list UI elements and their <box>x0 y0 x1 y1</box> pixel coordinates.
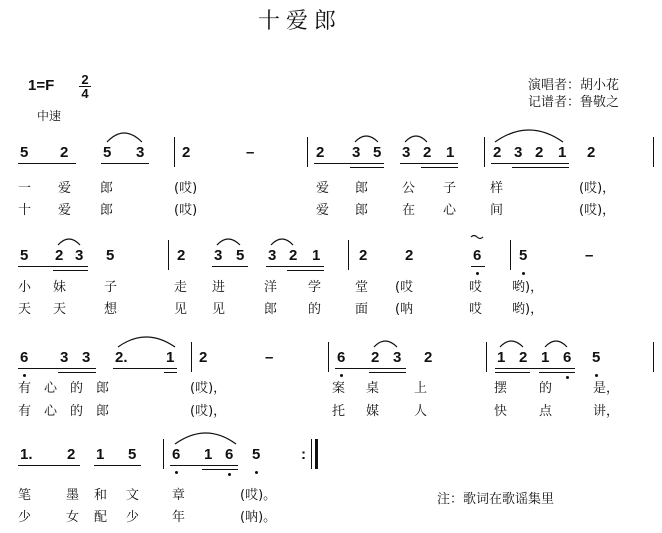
lyric: 子 <box>104 280 118 295</box>
lyric: 天 <box>53 302 67 317</box>
lyric: 爱 <box>316 203 330 218</box>
note: 2 <box>424 349 433 366</box>
note: 2 <box>519 349 528 366</box>
lyric: 郎 <box>355 181 369 196</box>
lyric: 上 <box>414 381 428 396</box>
lyric: 洋 <box>264 280 278 295</box>
lyric: 郎 <box>264 302 278 317</box>
note: 3 <box>60 349 69 366</box>
note: 2 <box>177 247 186 264</box>
lyric: 心 <box>44 404 58 419</box>
slur <box>500 341 523 347</box>
song-title: 十爱郎 <box>258 9 343 34</box>
note: 3 <box>352 144 361 161</box>
lyric: (哎)， <box>579 181 616 196</box>
note: 6 <box>563 349 572 366</box>
note: – <box>585 247 594 264</box>
lyric: 郎 <box>96 404 110 419</box>
note: 2 <box>60 144 69 161</box>
lyric: 墨 <box>66 488 80 503</box>
lyric: (哎) <box>174 203 198 218</box>
lyric: 摆 <box>494 381 508 396</box>
lyric: 是， <box>593 381 620 396</box>
lyric: 少 <box>18 510 32 525</box>
lyric: 心 <box>44 381 58 396</box>
slur <box>107 133 142 142</box>
lyric: 子 <box>443 181 457 196</box>
slur <box>217 239 240 245</box>
lyric: 一 <box>18 181 32 196</box>
lyric: 哎 <box>469 280 483 295</box>
note: 2 <box>289 247 298 264</box>
slur <box>58 239 80 245</box>
lyric: 堂 <box>355 280 369 295</box>
lyric: 少 <box>126 510 140 525</box>
note: 5 <box>106 247 115 264</box>
meter-top: 2 <box>81 72 89 87</box>
note: 5 <box>592 349 601 366</box>
lyric: 有 <box>18 404 32 419</box>
note: 1 <box>446 144 455 161</box>
lyric: 哟)， <box>512 280 544 295</box>
lyric: 学 <box>308 280 322 295</box>
note: 1 <box>312 247 321 264</box>
lyric: 文 <box>126 488 140 503</box>
lyric: (呐)。 <box>240 510 277 525</box>
lyric: (呐 <box>395 302 414 317</box>
note: 1 <box>166 349 175 366</box>
note: 5 <box>252 446 261 463</box>
note: 6 <box>337 349 346 366</box>
notation-credit: 记谱者：鲁敬之 <box>528 95 620 110</box>
slur <box>405 136 427 142</box>
lyric: 面 <box>355 302 369 317</box>
note: 2 <box>371 349 380 366</box>
note: 1. <box>20 446 33 463</box>
lyric: 心 <box>443 203 457 218</box>
lyric: (哎)， <box>579 203 616 218</box>
note: 2 <box>423 144 432 161</box>
note: 2 <box>587 144 596 161</box>
note: 5 <box>519 247 528 264</box>
lyric: 的 <box>308 302 322 317</box>
lyric: 讲， <box>593 404 620 419</box>
lyric: 在 <box>402 203 416 218</box>
note: 6 <box>20 349 29 366</box>
lyric: 爱 <box>58 181 72 196</box>
slur <box>175 433 236 444</box>
lyric: 见 <box>174 302 188 317</box>
lyric: 郎 <box>100 203 114 218</box>
note: 6 <box>225 446 234 463</box>
lyric: 案 <box>332 381 346 396</box>
note: 3 <box>514 144 523 161</box>
note: 3 <box>402 144 411 161</box>
lyric: 托 <box>332 404 346 419</box>
note: 2 <box>199 349 208 366</box>
note: 5 <box>103 144 112 161</box>
lyric: 哎 <box>469 302 483 317</box>
note: 3 <box>268 247 277 264</box>
note: 2 <box>535 144 544 161</box>
lyric: 小 <box>18 280 32 295</box>
lyric: 见 <box>212 302 226 317</box>
slur <box>545 341 567 347</box>
lyric: 的 <box>70 404 84 419</box>
note: 3 <box>136 144 145 161</box>
lyric: 走 <box>174 280 188 295</box>
note: – <box>265 349 274 366</box>
slur <box>374 341 397 347</box>
note: 6 <box>172 446 181 463</box>
lyric: 和 <box>94 488 108 503</box>
note: 2 <box>316 144 325 161</box>
lyric: 女 <box>66 510 80 525</box>
lyric: 进 <box>212 280 226 295</box>
lyric: 快 <box>494 404 508 419</box>
note: 5 <box>236 247 245 264</box>
note: 1 <box>497 349 506 366</box>
lyric: 爱 <box>316 181 330 196</box>
lyric: 人 <box>414 404 428 419</box>
note: 1 <box>558 144 567 161</box>
lyric: 配 <box>94 510 108 525</box>
lyric: 郎 <box>355 203 369 218</box>
tempo-marking: 中速 <box>37 109 62 123</box>
lyric: (哎 <box>395 280 414 295</box>
lyric: 妹 <box>53 280 67 295</box>
slur <box>118 337 175 347</box>
note: 3 <box>214 247 223 264</box>
lyric: 章 <box>172 488 186 503</box>
lyric: 的 <box>539 381 553 396</box>
lyric: 样 <box>490 181 504 196</box>
note: 2 <box>55 247 64 264</box>
footnote: 注：歌词在歌谣集里 <box>437 492 555 507</box>
note: 2. <box>115 349 128 366</box>
lyric: 年 <box>172 510 186 525</box>
lyric: 的 <box>70 381 84 396</box>
note: 1 <box>96 446 105 463</box>
lyric: (哎)， <box>190 381 227 396</box>
note: 3 <box>82 349 91 366</box>
key-signature: 1=F <box>28 77 55 94</box>
grace-mark <box>471 236 483 239</box>
meter-bottom: 4 <box>81 86 89 101</box>
note: 5 <box>20 144 29 161</box>
note: 2 <box>182 144 191 161</box>
lyric: 间 <box>490 203 504 218</box>
note: 2 <box>67 446 76 463</box>
note: 2 <box>405 247 414 264</box>
note: 3 <box>393 349 402 366</box>
lyric: 媒 <box>366 404 380 419</box>
note: 2 <box>493 144 502 161</box>
lyric: 郎 <box>100 181 114 196</box>
lyric: 有 <box>18 381 32 396</box>
lyric: 天 <box>18 302 32 317</box>
singer-credit: 演唱者：胡小花 <box>528 78 620 93</box>
lyric: (哎)， <box>190 404 227 419</box>
note: 3 <box>75 247 84 264</box>
lyric: 郎 <box>96 381 110 396</box>
lyric: (哎) <box>174 181 198 196</box>
repeat-sign: : <box>301 446 306 463</box>
lyric: 点 <box>539 404 553 419</box>
note: 1 <box>204 446 213 463</box>
lyric: (哎)。 <box>240 488 277 503</box>
lyric: 笔 <box>18 488 32 503</box>
lyric: 爱 <box>58 203 72 218</box>
note: 1 <box>541 349 550 366</box>
note: – <box>246 144 255 161</box>
slur <box>271 239 293 245</box>
note: 5 <box>373 144 382 161</box>
lyric: 桌 <box>366 381 380 396</box>
lyric: 公 <box>402 181 416 196</box>
note: 2 <box>359 247 368 264</box>
note: 5 <box>20 247 29 264</box>
lyric: 哟)， <box>512 302 544 317</box>
lyric: 十 <box>18 203 32 218</box>
lyric: 想 <box>104 302 118 317</box>
note: 5 <box>128 446 137 463</box>
slur <box>355 136 378 142</box>
note: 6 <box>473 247 482 264</box>
slur <box>495 130 563 142</box>
